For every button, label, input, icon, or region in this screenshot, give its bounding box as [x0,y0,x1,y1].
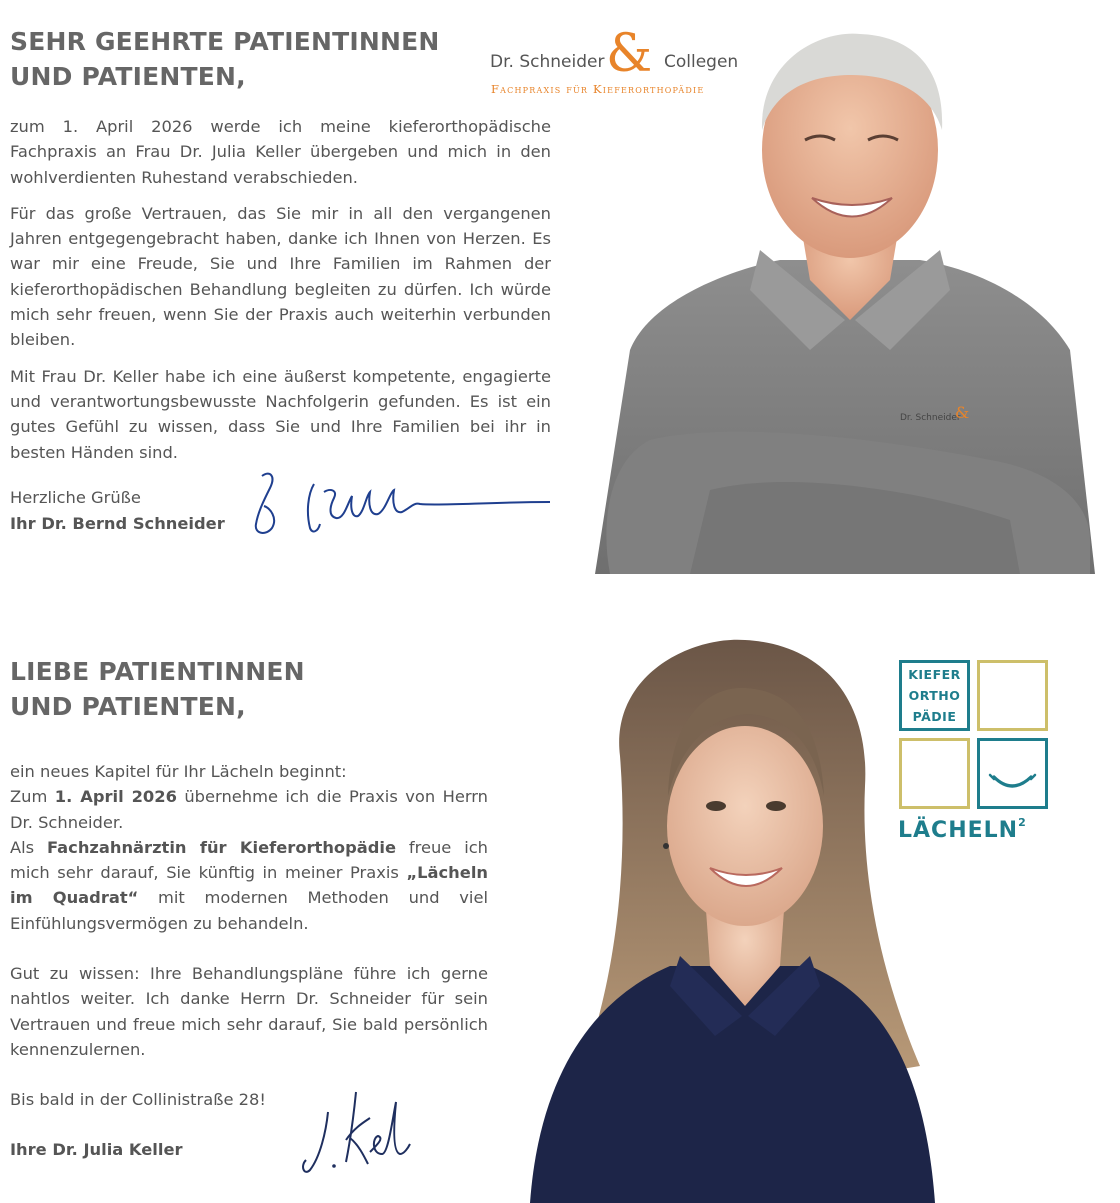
practice-name-bold: „Lächeln im Quadrat“ [10,863,488,908]
logo-line: PÄDIE [912,709,957,724]
svg-text:Dr. Schneider: Dr. Schneider [900,413,961,423]
logo-line: KIEFER [908,667,961,682]
date-bold: 1. April 2026 [54,787,177,807]
signoff-schneider [10,485,225,537]
closing-greeting: Bis bald in der Collinistraße 28! [10,1090,266,1109]
signoff-keller [10,1087,266,1163]
closing-greeting: Herzliche Grüße [10,488,141,507]
logo-square [977,660,1048,731]
laecheln-quadrat-logo [896,658,1056,848]
logo-brand-text: LÄCHELN [898,818,1019,843]
signature-name: Ihre Dr. Julia Keller [10,1140,183,1159]
logo-smile-square [977,738,1048,809]
letter-intro: ein neues Kapitel für Ihr Lächeln beginnt: [10,762,347,781]
signature-name: Ihr Dr. Bernd Schneider [10,514,225,533]
logo-brand-superscript: 2 [1018,816,1027,829]
heading-1-line-1: SEHR GEEHRTE PATIENTINNEN [10,27,440,56]
letter-paragraph [10,784,488,835]
smile-icon [980,741,1045,806]
svg-text:&: & [955,403,970,422]
logo-subtitle: Fachpraxis für Kieferorthopädie [491,82,705,96]
handwritten-signature-schneider [240,462,560,542]
text-run: mit modernen Methoden und viel Einfühlungsvermögen zu behandeln. [10,888,488,933]
logo-ampersand: & [606,24,653,84]
logo-brand [898,816,1027,843]
title-bold: Fachzahnärztin für Kieferorthopädie [47,837,397,857]
heading-1-line-2: UND PATIENTEN, [10,62,246,91]
logo-line: ORTHO [908,688,961,703]
letter-paragraph [10,835,488,936]
text-run: übernehme ich die Praxis von Herrn Dr. Schneider. [10,787,488,832]
letter-keller [10,759,488,1062]
letter-paragraph: Für das große Vertrauen, das Sie mir in all den vergangenen Jahren entgegengebracht haben, danke ich Ihnen von Herzen. Es war mir eine Freude, Sie und Ihre Familien im Rahmen der kieferorthopädischen Behandlung begleiten zu dürfen. Ich würde mich sehr freuen, wenn Sie der Praxis auch weiterhin verbunden bleiben. [10,203,551,350]
logo-square-text [899,660,970,731]
heading-2-line-2: UND PATIENTEN, [10,692,246,721]
logo-name-right: Collegen [664,52,739,72]
heading-2 [10,654,305,724]
logo-square [899,738,970,809]
letter-schneider [10,114,551,476]
text-run: Zum [10,787,55,807]
logo-name-left: Dr. Schneider [490,52,605,72]
letter-paragraph: zum 1. April 2026 werde ich meine kieferorthopädische Fachpraxis an Frau Dr. Julia Keller übergeben und mich in den wohlverdienten Ruhestand verabschieden. [10,117,551,187]
text-run: Als [10,837,48,857]
heading-2-line-1: LIEBE PATIENTINNEN [10,657,305,686]
letter-paragraph: Mit Frau Dr. Keller habe ich eine äußerst kompetente, engagierte und verantwortungsbewusste Nachfolgerin gefunden. Es ist ein gutes Gefühl zu wissen, dass Sie und Ihre Familien bei ihr in besten Händen sind. [10,366,551,462]
photo-dr-schneider [590,20,1100,574]
photo-dr-keller [520,636,940,1203]
letter-paragraph: Gut zu wissen: Ihre Behandlungspläne führe ich gerne nahtlos weiter. Ich danke Herrn Dr. Schneider für sein Vertrauen und freue mich sehr darauf, Sie bald persönlich kennenzulernen. [10,964,488,1059]
handwritten-signature-keller [298,1082,418,1182]
text-run: freue ich mich sehr darauf, Sie künftig in meiner Praxis [10,837,488,883]
heading-1 [10,24,440,94]
